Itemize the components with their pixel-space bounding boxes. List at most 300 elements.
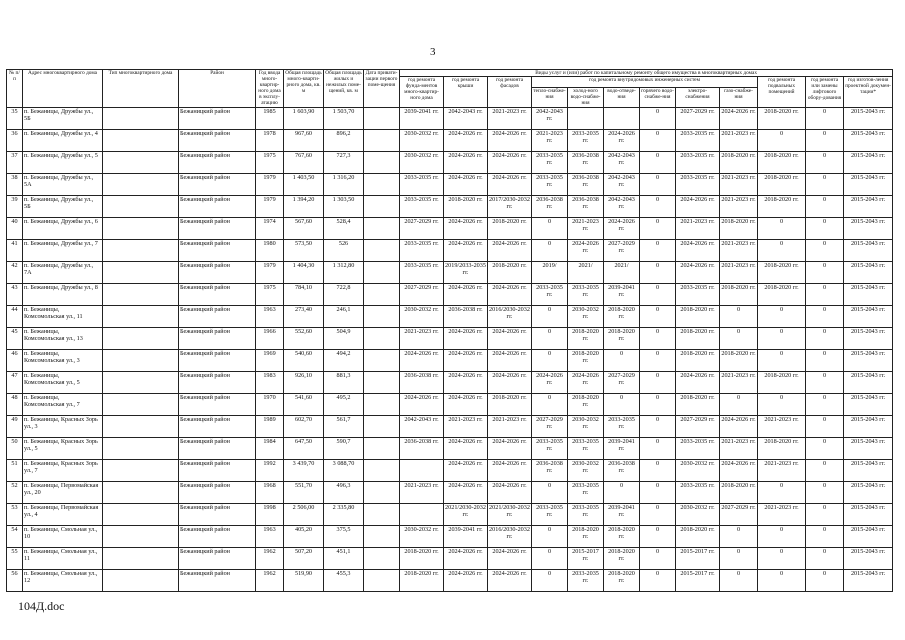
cell-cold-water: 2033-2035 гг. <box>568 503 604 525</box>
cell-type <box>103 305 179 327</box>
cell-sewer: 2024-2026 гг. <box>604 217 640 239</box>
cell-privatization <box>364 129 400 151</box>
cell-roof: 2024-2026 гг. <box>444 173 488 195</box>
cell-living-area: 727,3 <box>324 151 364 173</box>
cell-basement: 0 <box>758 327 806 349</box>
cell-design-docs: 2015-2043 гг. <box>844 547 893 569</box>
cell-hot-water: 0 <box>640 261 676 283</box>
cell-num: 55 <box>7 547 23 569</box>
cell-gas: 0 <box>720 547 758 569</box>
header-design-docs: год изготов-ления проектной докумен-тации* <box>844 77 893 107</box>
cell-total-area: 1 603,90 <box>284 107 324 129</box>
cell-privatization <box>364 305 400 327</box>
cell-basement: 0 <box>758 239 806 261</box>
cell-roof: 2024-2026 гг. <box>444 547 488 569</box>
table-row <box>7 217 893 239</box>
cell-privatization <box>364 261 400 283</box>
cell-facade: 2024-2026 гг. <box>488 481 532 503</box>
cell-cold-water: 2021/ <box>568 261 604 283</box>
cell-type <box>103 481 179 503</box>
cell-basement: 2018-2020 гг. <box>758 261 806 283</box>
cell-heat: 0 <box>532 393 568 415</box>
cell-heat: 2036-2038 гг. <box>532 195 568 217</box>
cell-electric: 2027-2029 гг. <box>676 107 720 129</box>
cell-heat: 0 <box>532 569 568 591</box>
cell-total-area: 647,50 <box>284 437 324 459</box>
cell-design-docs: 2015-2043 гг. <box>844 393 893 415</box>
cell-roof: 2024-2026 гг. <box>444 569 488 591</box>
cell-sewer: 2042-2043 гг. <box>604 151 640 173</box>
cell-gas: 2021-2023 гг. <box>720 371 758 393</box>
cell-foundation: 2027-2029 гг. <box>400 217 444 239</box>
cell-electric: 2030-2032 гг. <box>676 503 720 525</box>
cell-address: п. Бежаницы, Дружбы ул., 5А <box>23 173 103 195</box>
cell-year-built: 1969 <box>256 349 284 371</box>
cell-facade: 2017/2030-2032 гг. <box>488 195 532 217</box>
cell-cold-water <box>568 107 604 129</box>
cell-gas: 2024-2026 гг. <box>720 415 758 437</box>
cell-electric: 2033-2035 гг. <box>676 283 720 305</box>
cell-hot-water: 0 <box>640 437 676 459</box>
cell-roof: 2042-2043 гг. <box>444 107 488 129</box>
cell-year-built: 1992 <box>256 459 284 481</box>
cell-num: 37 <box>7 151 23 173</box>
cell-type <box>103 569 179 591</box>
table-row <box>7 129 893 151</box>
table-row <box>7 481 893 503</box>
cell-total-area: 1 403,50 <box>284 173 324 195</box>
cell-address: п. Бежаницы, Дружбы ул., 7 <box>23 239 103 261</box>
cell-address: п. Бежаницы, Дружбы ул., 7А <box>23 261 103 283</box>
cell-sewer: 2018-2020 гг. <box>604 327 640 349</box>
cell-heat: 0 <box>532 305 568 327</box>
cell-num: 43 <box>7 283 23 305</box>
cell-year-built: 1979 <box>256 261 284 283</box>
cell-roof: 2024-2026 гг. <box>444 459 488 481</box>
cell-total-area: 967,60 <box>284 129 324 151</box>
cell-num: 52 <box>7 481 23 503</box>
cell-type <box>103 283 179 305</box>
cell-hot-water: 0 <box>640 217 676 239</box>
cell-hot-water: 0 <box>640 459 676 481</box>
cell-sewer: 2024-2026 гг. <box>604 129 640 151</box>
cell-roof: 2024-2026 гг. <box>444 437 488 459</box>
cell-hot-water: 0 <box>640 129 676 151</box>
cell-hot-water: 0 <box>640 305 676 327</box>
table-row <box>7 415 893 437</box>
cell-basement: 0 <box>758 547 806 569</box>
cell-facade: 2024-2026 гг. <box>488 437 532 459</box>
cell-year-built: 1998 <box>256 503 284 525</box>
cell-facade: 2024-2026 гг. <box>488 129 532 151</box>
cell-foundation: 2036-2038 гг. <box>400 371 444 393</box>
cell-district: Бежаницкий район <box>179 393 256 415</box>
cell-heat: 2027-2029 гг. <box>532 415 568 437</box>
cell-elevator: 0 <box>806 129 844 151</box>
cell-roof: 2036-2038 гг. <box>444 305 488 327</box>
cell-electric: 2021-2023 гг. <box>676 217 720 239</box>
cell-total-area: 519,90 <box>284 569 324 591</box>
cell-basement: 2021-2023 гг. <box>758 415 806 437</box>
cell-district: Бежаницкий район <box>179 349 256 371</box>
cell-design-docs: 2015-2043 гг. <box>844 239 893 261</box>
cell-heat: 2042-2043 гг. <box>532 107 568 129</box>
cell-foundation: 2030-2032 гг. <box>400 129 444 151</box>
cell-sewer: 2018-2020 гг. <box>604 547 640 569</box>
cell-sewer: 2018-2020 гг. <box>604 525 640 547</box>
cell-sewer: 2027-2029 гг. <box>604 239 640 261</box>
cell-heat: 0 <box>532 547 568 569</box>
cell-heat: 0 <box>532 217 568 239</box>
cell-facade: 2024-2026 гг. <box>488 327 532 349</box>
cell-num: 35 <box>7 107 23 129</box>
cell-basement: 0 <box>758 129 806 151</box>
cell-basement: 2018-2020 гг. <box>758 173 806 195</box>
cell-address: п. Бежаницы, Комсомольская ул., 3 <box>23 349 103 371</box>
cell-facade: 2018-2020 гг. <box>488 393 532 415</box>
table-row <box>7 195 893 217</box>
cell-cold-water: 2030-2032 гг. <box>568 459 604 481</box>
header-address: Адрес многоквартирного дома <box>23 70 103 108</box>
cell-privatization <box>364 283 400 305</box>
cell-electric: 2024-2026 гг. <box>676 261 720 283</box>
cell-basement: 0 <box>758 349 806 371</box>
cell-elevator: 0 <box>806 481 844 503</box>
table-row <box>7 151 893 173</box>
cell-year-built: 1989 <box>256 415 284 437</box>
table-row <box>7 173 893 195</box>
cell-privatization <box>364 349 400 371</box>
cell-elevator: 0 <box>806 393 844 415</box>
cell-district: Бежаницкий район <box>179 261 256 283</box>
cell-electric: 2024-2026 гг. <box>676 371 720 393</box>
cell-design-docs: 2015-2043 гг. <box>844 217 893 239</box>
cell-type <box>103 173 179 195</box>
cell-electric: 2033-2035 гг. <box>676 151 720 173</box>
cell-electric: 2018-2020 гг. <box>676 349 720 371</box>
cell-privatization <box>364 503 400 525</box>
cell-year-built: 1980 <box>256 239 284 261</box>
cell-year-built: 1979 <box>256 173 284 195</box>
cell-type <box>103 217 179 239</box>
cell-foundation: 2039-2041 гг. <box>400 107 444 129</box>
cell-heat: 2021-2023 гг. <box>532 129 568 151</box>
cell-district: Бежаницкий район <box>179 437 256 459</box>
cell-living-area: 3 088,70 <box>324 459 364 481</box>
cell-type <box>103 437 179 459</box>
cell-roof: 2024-2026 гг. <box>444 217 488 239</box>
cell-elevator: 0 <box>806 349 844 371</box>
cell-privatization <box>364 107 400 129</box>
cell-gas: 0 <box>720 305 758 327</box>
cell-total-area: 767,60 <box>284 151 324 173</box>
cell-cold-water: 2018-2020 гг. <box>568 393 604 415</box>
cell-type <box>103 239 179 261</box>
cell-address: п. Бежаницы, Первомайская ул., 4 <box>23 503 103 525</box>
cell-basement: 0 <box>758 217 806 239</box>
cell-address: п. Бежаницы, Комсомольская ул., 11 <box>23 305 103 327</box>
cell-address: п. Бежаницы, Дружбы ул., 5Б <box>23 107 103 129</box>
cell-sewer: 2021/ <box>604 261 640 283</box>
cell-living-area: 1 503,70 <box>324 107 364 129</box>
cell-year-built: 1985 <box>256 107 284 129</box>
header-living-area: Общая площадь жилых и нежилых поме-щений, кв. м <box>324 70 364 108</box>
cell-hot-water: 0 <box>640 525 676 547</box>
cell-sewer: 2018-2020 гг. <box>604 569 640 591</box>
cell-heat: 2033-2035 гг. <box>532 437 568 459</box>
cell-roof: 2024-2026 гг. <box>444 327 488 349</box>
cell-gas: 2021-2023 гг. <box>720 129 758 151</box>
cell-year-built: 1975 <box>256 151 284 173</box>
header-sewer: водо-отведе-ния <box>604 88 640 107</box>
header-elevator: год ремонта или замены лифтового обору-дования <box>806 77 844 107</box>
header-district: Район <box>179 70 256 108</box>
cell-hot-water: 0 <box>640 569 676 591</box>
cell-basement: 0 <box>758 525 806 547</box>
cell-num: 48 <box>7 393 23 415</box>
cell-elevator: 0 <box>806 547 844 569</box>
cell-basement: 2018-2020 гг. <box>758 151 806 173</box>
header-foundation: год ремонта фунда-ментов много-квартир-ного дома <box>400 77 444 107</box>
cell-total-area: 1 394,20 <box>284 195 324 217</box>
cell-type <box>103 415 179 437</box>
cell-heat: 2033-2035 гг. <box>532 503 568 525</box>
header-basement: год ремонта подвальных помещений <box>758 77 806 107</box>
cell-district: Бежаницкий район <box>179 173 256 195</box>
cell-electric: 2018-2020 гг. <box>676 393 720 415</box>
cell-year-built: 1978 <box>256 129 284 151</box>
cell-num: 36 <box>7 129 23 151</box>
cell-facade: 2024-2026 гг. <box>488 151 532 173</box>
cell-address: п. Бежаницы, Комсомольская ул., 7 <box>23 393 103 415</box>
cell-hot-water: 0 <box>640 195 676 217</box>
cell-type <box>103 393 179 415</box>
cell-year-built: 1970 <box>256 393 284 415</box>
cell-privatization <box>364 459 400 481</box>
cell-hot-water: 0 <box>640 481 676 503</box>
header-privatization: Дата привати-зации первого поме-щения <box>364 70 400 108</box>
cell-address: п. Бежаницы, Смольная ул., 10 <box>23 525 103 547</box>
cell-facade: 2024-2026 гг. <box>488 459 532 481</box>
table-row <box>7 261 893 283</box>
cell-design-docs: 2015-2043 гг. <box>844 459 893 481</box>
cell-heat: 0 <box>532 349 568 371</box>
cell-gas: 2018-2020 гг. <box>720 481 758 503</box>
cell-district: Бежаницкий район <box>179 151 256 173</box>
cell-roof: 2021-2023 гг. <box>444 415 488 437</box>
cell-privatization <box>364 217 400 239</box>
cell-basement: 2018-2020 гг. <box>758 437 806 459</box>
cell-elevator: 0 <box>806 569 844 591</box>
cell-district: Бежаницкий район <box>179 481 256 503</box>
cell-electric: 2024-2026 гг. <box>676 239 720 261</box>
cell-district: Бежаницкий район <box>179 569 256 591</box>
cell-type <box>103 547 179 569</box>
cell-gas: 0 <box>720 327 758 349</box>
cell-cold-water: 2033-2035 гг. <box>568 437 604 459</box>
cell-design-docs: 2015-2043 гг. <box>844 327 893 349</box>
cell-district: Бежаницкий район <box>179 305 256 327</box>
cell-foundation: 2033-2035 гг. <box>400 195 444 217</box>
cell-foundation <box>400 459 444 481</box>
cell-heat: 0 <box>532 525 568 547</box>
cell-elevator: 0 <box>806 151 844 173</box>
cell-type <box>103 261 179 283</box>
table-row <box>7 459 893 481</box>
cell-total-area: 3 439,70 <box>284 459 324 481</box>
cell-electric: 2018-2020 гг. <box>676 327 720 349</box>
cell-design-docs: 2015-2043 гг. <box>844 261 893 283</box>
cell-living-area: 722,8 <box>324 283 364 305</box>
cell-hot-water: 0 <box>640 283 676 305</box>
cell-address: п. Бежаницы, Дружбы ул., 8 <box>23 283 103 305</box>
cell-elevator: 0 <box>806 371 844 393</box>
cell-facade: 2024-2026 гг. <box>488 547 532 569</box>
cell-type <box>103 349 179 371</box>
cell-total-area: 507,20 <box>284 547 324 569</box>
cell-heat: 2024-2026 гг. <box>532 371 568 393</box>
cell-facade: 2021/2030-2032 гг. <box>488 503 532 525</box>
cell-heat: 2033-2035 гг. <box>532 283 568 305</box>
cell-living-area: 526 <box>324 239 364 261</box>
cell-privatization <box>364 239 400 261</box>
cell-foundation <box>400 503 444 525</box>
cell-living-area: 1 303,50 <box>324 195 364 217</box>
cell-cold-water: 2033-2035 гг. <box>568 569 604 591</box>
cell-elevator: 0 <box>806 173 844 195</box>
cell-foundation: 2024-2026 гг. <box>400 349 444 371</box>
cell-year-built: 1968 <box>256 481 284 503</box>
cell-roof: 2024-2026 гг. <box>444 129 488 151</box>
cell-total-area: 602,70 <box>284 415 324 437</box>
cell-address: п. Бежаницы, Дружбы ул., 5Б <box>23 195 103 217</box>
cell-address: п. Бежаницы, Смольная ул., 12 <box>23 569 103 591</box>
cell-hot-water: 0 <box>640 107 676 129</box>
cell-elevator: 0 <box>806 283 844 305</box>
cell-privatization <box>364 415 400 437</box>
cell-type <box>103 107 179 129</box>
cell-hot-water: 0 <box>640 503 676 525</box>
cell-total-area: 273,40 <box>284 305 324 327</box>
header-hot-water: горячего водо-снабже-ния <box>640 88 676 107</box>
cell-hot-water: 0 <box>640 327 676 349</box>
cell-num: 44 <box>7 305 23 327</box>
cell-living-area: 494,2 <box>324 349 364 371</box>
cell-living-area: 504,9 <box>324 327 364 349</box>
cell-electric: 2015-2017 гг. <box>676 547 720 569</box>
table-row <box>7 371 893 393</box>
cell-elevator: 0 <box>806 261 844 283</box>
cell-num: 53 <box>7 503 23 525</box>
header-facade: год ремонта фасадов <box>488 77 532 107</box>
cell-sewer: 0 <box>604 481 640 503</box>
header-num: № п/п <box>7 70 23 108</box>
table-row <box>7 239 893 261</box>
cell-total-area: 573,50 <box>284 239 324 261</box>
cell-heat: 2019/ <box>532 261 568 283</box>
cell-cold-water: 2033-2035 гг. <box>568 481 604 503</box>
cell-living-area: 528,4 <box>324 217 364 239</box>
cell-elevator: 0 <box>806 327 844 349</box>
cell-num: 42 <box>7 261 23 283</box>
table-row <box>7 437 893 459</box>
cell-address: п. Бежаницы, Дружбы ул., 6 <box>23 217 103 239</box>
capital-repair-table <box>6 69 893 592</box>
cell-total-area: 540,60 <box>284 349 324 371</box>
cell-hot-water: 0 <box>640 239 676 261</box>
cell-basement: 0 <box>758 305 806 327</box>
cell-num: 49 <box>7 415 23 437</box>
cell-address: п. Бежаницы, Красных Зорь ул., 5 <box>23 437 103 459</box>
cell-roof: 2018-2020 гг. <box>444 195 488 217</box>
cell-type <box>103 459 179 481</box>
cell-elevator: 0 <box>806 107 844 129</box>
cell-foundation: 2033-2035 гг. <box>400 239 444 261</box>
cell-heat: 2036-2038 гг. <box>532 459 568 481</box>
cell-elevator: 0 <box>806 217 844 239</box>
cell-design-docs: 2015-2043 гг. <box>844 349 893 371</box>
cell-gas: 2021-2023 гг. <box>720 239 758 261</box>
cell-address: п. Бежаницы, Первомайская ул., 20 <box>23 481 103 503</box>
cell-basement: 0 <box>758 481 806 503</box>
cell-num: 46 <box>7 349 23 371</box>
cell-cold-water: 2030-2032 гг. <box>568 305 604 327</box>
cell-design-docs: 2015-2043 гг. <box>844 173 893 195</box>
cell-sewer: 2018-2020 гг. <box>604 305 640 327</box>
cell-living-area: 375,5 <box>324 525 364 547</box>
cell-gas: 2027-2029 гг. <box>720 503 758 525</box>
cell-cold-water: 2033-2035 гг. <box>568 283 604 305</box>
cell-hot-water: 0 <box>640 415 676 437</box>
cell-electric: 2033-2035 гг. <box>676 173 720 195</box>
cell-cold-water: 2015-2017 гг. <box>568 547 604 569</box>
table-row <box>7 327 893 349</box>
cell-year-built: 1963 <box>256 305 284 327</box>
cell-design-docs: 2015-2043 гг. <box>844 195 893 217</box>
cell-electric: 2033-2035 гг. <box>676 481 720 503</box>
cell-year-built: 1966 <box>256 327 284 349</box>
cell-roof: 2019/2033-2035 гг. <box>444 261 488 283</box>
cell-facade: 2021-2023 гг. <box>488 415 532 437</box>
cell-design-docs: 2015-2043 гг. <box>844 283 893 305</box>
cell-elevator: 0 <box>806 503 844 525</box>
cell-address: п. Бежаницы, Комсомольская ул., 13 <box>23 327 103 349</box>
cell-design-docs: 2015-2043 гг. <box>844 305 893 327</box>
cell-roof: 2039-2041 гг. <box>444 525 488 547</box>
cell-foundation: 2033-2035 гг. <box>400 261 444 283</box>
cell-foundation: 2042-2043 гг. <box>400 415 444 437</box>
cell-electric: 2033-2035 гг. <box>676 129 720 151</box>
cell-cold-water: 2018-2020 гг. <box>568 525 604 547</box>
cell-design-docs: 2015-2043 гг. <box>844 503 893 525</box>
cell-living-area: 451,1 <box>324 547 364 569</box>
cell-type <box>103 503 179 525</box>
cell-living-area: 455,3 <box>324 569 364 591</box>
table-row <box>7 349 893 371</box>
cell-design-docs: 2015-2043 гг. <box>844 107 893 129</box>
cell-district: Бежаницкий район <box>179 327 256 349</box>
cell-living-area: 496,3 <box>324 481 364 503</box>
cell-basement: 2018-2020 гг. <box>758 371 806 393</box>
cell-roof: 2024-2026 гг. <box>444 481 488 503</box>
cell-facade: 2024-2026 гг. <box>488 569 532 591</box>
cell-num: 38 <box>7 173 23 195</box>
cell-num: 54 <box>7 525 23 547</box>
cell-year-built: 1962 <box>256 569 284 591</box>
cell-num: 41 <box>7 239 23 261</box>
cell-heat: 0 <box>532 239 568 261</box>
cell-hot-water: 0 <box>640 371 676 393</box>
